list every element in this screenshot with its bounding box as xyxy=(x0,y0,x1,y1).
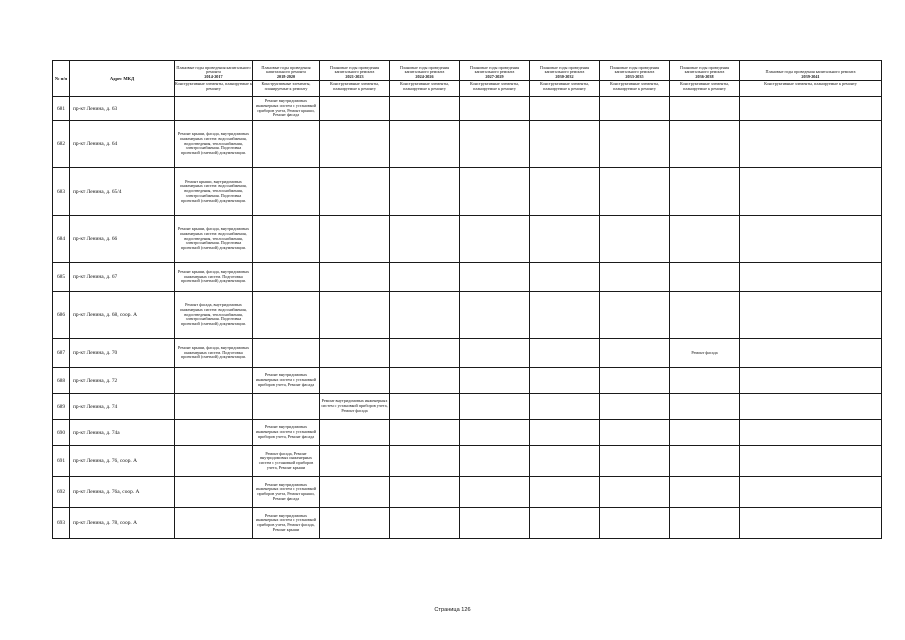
work-cell xyxy=(460,420,530,446)
work-cell xyxy=(600,168,670,216)
work-cell xyxy=(390,394,460,420)
work-cell: Ремонт внутридомовых инженерных систем с установкой приборов учета, Ремонт фасада, Ремонт крыши xyxy=(253,508,320,539)
work-cell xyxy=(600,368,670,394)
row-number: 687 xyxy=(53,339,70,368)
period-top-label: Плановые годы проведения капитального ремонта xyxy=(679,64,730,75)
work-cell xyxy=(530,339,600,368)
work-cell: Ремонт внутридомовых инженерных систем с установкой приборов учета, Ремонт крыши, Ремонт фасада xyxy=(253,97,320,121)
table-row xyxy=(53,420,882,446)
work-cell: Ремонт крыши, фасада, внутридомовых инженерных систем. Подготовка проектной (сметной) документации. xyxy=(175,263,253,292)
period-top-label: Плановые годы проведения капитального ремонта xyxy=(469,64,520,75)
row-address: пр-кт Ленина, д. 66 xyxy=(70,216,175,263)
work-cell xyxy=(320,121,390,168)
table-row xyxy=(53,368,882,394)
period-top-label: Плановые годы проведения капитального ремонта xyxy=(176,64,251,75)
table-row xyxy=(53,216,882,263)
work-cell xyxy=(390,97,460,121)
work-cell xyxy=(740,368,882,394)
work-cell xyxy=(390,121,460,168)
col-header-period xyxy=(390,61,460,97)
work-cell xyxy=(600,97,670,121)
work-cell xyxy=(320,168,390,216)
work-cell xyxy=(530,168,600,216)
work-cell xyxy=(600,446,670,477)
work-cell: Ремонт внутридомовых инженерных систем с установкой приборов учета, Ремонт фасада xyxy=(253,368,320,394)
work-cell xyxy=(175,477,253,508)
work-cell xyxy=(320,477,390,508)
period-years: 2033-2035 xyxy=(625,73,644,79)
period-bottom-label: Конструктивные элементы, планируемые к ремонту xyxy=(530,80,599,91)
period-years: 2021-2023 xyxy=(345,73,364,79)
work-cell xyxy=(175,508,253,539)
period-top-label: Плановые годы проведения капитального ремонта xyxy=(329,64,380,75)
row-number: 685 xyxy=(53,263,70,292)
work-cell xyxy=(460,263,530,292)
work-cell xyxy=(530,508,600,539)
work-cell xyxy=(740,339,882,368)
work-cell xyxy=(390,477,460,508)
work-cell xyxy=(600,216,670,263)
col-header-period xyxy=(600,61,670,97)
work-cell: Ремонт крыши, фасада, внутридомовых инженерных систем. Подготовка проектной (сметной) документации. xyxy=(175,339,253,368)
row-number: 688 xyxy=(53,368,70,394)
work-cell xyxy=(740,263,882,292)
row-number: 689 xyxy=(53,394,70,420)
work-cell: Ремонт крыши, внутридомовых инженерных систем: водоснабжения, водоотведения, теплоснабжения, электроснабжения. Подготовка проектной (сметной) документации. xyxy=(175,168,253,216)
work-cell xyxy=(740,168,882,216)
work-cell xyxy=(670,97,740,121)
row-address: пр-кт Ленина, д. 78, соор. А xyxy=(70,508,175,539)
work-cell xyxy=(670,394,740,420)
period-years: 2030-2032 xyxy=(555,73,574,79)
work-cell xyxy=(740,420,882,446)
period-years: 2024-2026 xyxy=(415,73,434,79)
period-years: 2014-2017 xyxy=(204,73,223,79)
work-cell xyxy=(253,263,320,292)
period-top-label: Плановые годы проведения капитального ремонта xyxy=(765,69,856,75)
row-number: 692 xyxy=(53,477,70,508)
work-cell xyxy=(390,420,460,446)
work-cell xyxy=(390,168,460,216)
work-cell xyxy=(320,263,390,292)
work-cell xyxy=(460,168,530,216)
work-cell xyxy=(460,394,530,420)
row-number: 690 xyxy=(53,420,70,446)
work-cell xyxy=(600,420,670,446)
period-bottom-label: Конструктивные элементы, планируемые к ремонту xyxy=(600,80,669,91)
work-cell xyxy=(460,477,530,508)
period-bottom-label: Конструктивные элементы, планируемые к ремонту xyxy=(460,80,529,91)
work-cell xyxy=(740,394,882,420)
work-cell xyxy=(253,168,320,216)
work-cell xyxy=(530,394,600,420)
work-cell: Ремонт фасада xyxy=(670,339,740,368)
work-cell xyxy=(460,216,530,263)
work-cell xyxy=(530,263,600,292)
work-cell xyxy=(530,97,600,121)
row-address: пр-кт Ленина, д. 72 xyxy=(70,368,175,394)
work-cell xyxy=(390,446,460,477)
page-number: Страница 126 xyxy=(434,607,471,613)
row-address: пр-кт Ленина, д. 67 xyxy=(70,263,175,292)
row-address: пр-кт Ленина, д. 64 xyxy=(70,121,175,168)
period-top-label: Плановые годы проведения капитального ремонта xyxy=(399,64,450,75)
work-cell xyxy=(530,216,600,263)
col-header-period xyxy=(460,61,530,97)
period-years: 2039-2041 xyxy=(801,73,820,79)
work-cell xyxy=(390,292,460,339)
work-cell xyxy=(175,97,253,121)
work-cell xyxy=(320,420,390,446)
work-cell xyxy=(670,420,740,446)
work-cell xyxy=(390,339,460,368)
work-cell xyxy=(390,368,460,394)
work-cell xyxy=(530,477,600,508)
table-row xyxy=(53,168,882,216)
work-cell: Ремонт внутридомовых инженерных систем с установкой приборов учета, Ремонт крыши, Ремонт фасада xyxy=(253,477,320,508)
table-row xyxy=(53,121,882,168)
work-cell xyxy=(460,508,530,539)
work-cell xyxy=(253,121,320,168)
work-cell xyxy=(460,339,530,368)
period-bottom-label: Конструктивные элементы, планируемые к ремонту xyxy=(740,80,881,87)
table-body xyxy=(53,97,882,539)
work-cell xyxy=(740,292,882,339)
work-cell xyxy=(740,121,882,168)
work-cell xyxy=(740,97,882,121)
period-bottom-label: Конструктивные элементы, планируемые к ремонту xyxy=(390,80,459,91)
work-cell xyxy=(320,292,390,339)
row-address: пр-кт Ленина, д. 65/4 xyxy=(70,168,175,216)
work-cell xyxy=(320,339,390,368)
row-address: пр-кт Ленина, д. 74 xyxy=(70,394,175,420)
work-cell xyxy=(670,477,740,508)
work-cell xyxy=(460,368,530,394)
work-cell xyxy=(670,508,740,539)
work-cell xyxy=(740,508,882,539)
work-cell xyxy=(600,339,670,368)
period-top-label: Плановые годы проведения капитального ремонта xyxy=(261,64,311,75)
work-cell: Ремонт крыши, фасада, внутридомовых инженерных систем: водоснабжения, водоотведения, теплоснабжения, электроснабжения. Подготовка проектной (сметной) документации. xyxy=(175,121,253,168)
work-cell xyxy=(600,508,670,539)
period-years: 2027-2029 xyxy=(485,73,504,79)
work-cell: Ремонт фасада, Ремонт внутридомовых инженерных систем с установкой приборов учета, Ремонт крыши xyxy=(253,446,320,477)
row-address: пр-кт Ленина, д. 76, соор. А xyxy=(70,446,175,477)
work-cell xyxy=(670,292,740,339)
work-cell xyxy=(600,477,670,508)
row-number: 691 xyxy=(53,446,70,477)
work-cell xyxy=(740,477,882,508)
work-cell xyxy=(460,292,530,339)
period-bottom-label: Конструктивные элементы, планируемые к ремонту xyxy=(320,80,389,91)
period-years: 2036-2038 xyxy=(695,73,714,79)
work-cell xyxy=(740,216,882,263)
work-cell xyxy=(175,420,253,446)
work-cell xyxy=(530,420,600,446)
col-header-period xyxy=(320,61,390,97)
work-cell xyxy=(670,368,740,394)
work-cell xyxy=(530,292,600,339)
work-cell xyxy=(460,121,530,168)
work-cell xyxy=(670,263,740,292)
table-row xyxy=(53,477,882,508)
table-row xyxy=(53,263,882,292)
col-header-period xyxy=(253,61,320,97)
work-cell: Ремонт внутридомовых инженерных систем с установкой приборов учета, Ремонт фасада xyxy=(320,394,390,420)
row-address: пр-кт Ленина, д. 76а, соор. А xyxy=(70,477,175,508)
work-cell xyxy=(253,292,320,339)
work-cell xyxy=(600,263,670,292)
col-header-number: № п/п xyxy=(53,61,70,97)
work-cell xyxy=(175,394,253,420)
table-row xyxy=(53,339,882,368)
table-row xyxy=(53,97,882,121)
period-top-label: Плановые годы проведения капитального ремонта xyxy=(539,64,590,75)
col-header-period xyxy=(670,61,740,97)
work-cell xyxy=(390,508,460,539)
row-number: 684 xyxy=(53,216,70,263)
work-cell xyxy=(320,446,390,477)
work-cell xyxy=(460,97,530,121)
work-cell xyxy=(390,263,460,292)
work-cell: Ремонт внутридомовых инженерных систем с установкой приборов учета, Ремонт фасада xyxy=(253,420,320,446)
work-cell xyxy=(253,394,320,420)
period-bottom-label: Конструктивные элементы, планируемые к ремонту xyxy=(670,80,739,91)
work-cell xyxy=(460,446,530,477)
row-address: пр-кт Ленина, д. 70 xyxy=(70,339,175,368)
col-header-period xyxy=(175,61,253,97)
period-top-label: Плановые годы проведения капитального ремонта xyxy=(609,64,660,75)
repair-plan-table xyxy=(52,60,882,539)
work-cell xyxy=(253,339,320,368)
work-cell: Ремонт крыши, фасада, внутридомовых инженерных систем: водоснабжения, водоотведения, теплоснабжения, электроснабжения. Подготовка проектной (сметной) документации. xyxy=(175,216,253,263)
col-header-period xyxy=(530,61,600,97)
work-cell xyxy=(320,508,390,539)
work-cell xyxy=(320,368,390,394)
work-cell xyxy=(175,446,253,477)
repair-plan-sheet xyxy=(52,60,881,539)
work-cell xyxy=(253,216,320,263)
row-address: пр-кт Ленина, д. 68, соор. А xyxy=(70,292,175,339)
work-cell xyxy=(600,394,670,420)
row-number: 682 xyxy=(53,121,70,168)
work-cell xyxy=(530,121,600,168)
period-bottom-label: Конструктивные элементы, планируемые к ремонту xyxy=(175,81,252,91)
row-number: 686 xyxy=(53,292,70,339)
work-cell xyxy=(670,121,740,168)
work-cell xyxy=(320,97,390,121)
col-header-address: Адрес МКД xyxy=(70,61,175,97)
work-cell xyxy=(390,216,460,263)
work-cell xyxy=(600,292,670,339)
table-row xyxy=(53,292,882,339)
table-row xyxy=(53,394,882,420)
table-row xyxy=(53,508,882,539)
work-cell xyxy=(670,446,740,477)
work-cell xyxy=(320,216,390,263)
period-years: 2018-2020 xyxy=(276,73,296,79)
row-number: 683 xyxy=(53,168,70,216)
work-cell xyxy=(600,121,670,168)
row-address: пр-кт Ленина, д. 63 xyxy=(70,97,175,121)
col-header-period xyxy=(740,61,882,97)
table-header-row xyxy=(53,61,882,97)
work-cell xyxy=(670,168,740,216)
work-cell: Ремонт фасада, внутридомовых инженерных систем: водоснабжения, водоотведения, теплоснабжения, электроснабжения. Подготовка проектной (сметной) документации. xyxy=(175,292,253,339)
work-cell xyxy=(740,446,882,477)
row-address: пр-кт Ленина, д. 74а xyxy=(70,420,175,446)
work-cell xyxy=(670,216,740,263)
period-bottom-label: Конструктивные элементы, планируемые к ремонту xyxy=(253,80,319,91)
row-number: 681 xyxy=(53,97,70,121)
table-row xyxy=(53,446,882,477)
work-cell xyxy=(530,446,600,477)
work-cell xyxy=(530,368,600,394)
row-number: 693 xyxy=(53,508,70,539)
work-cell xyxy=(175,368,253,394)
